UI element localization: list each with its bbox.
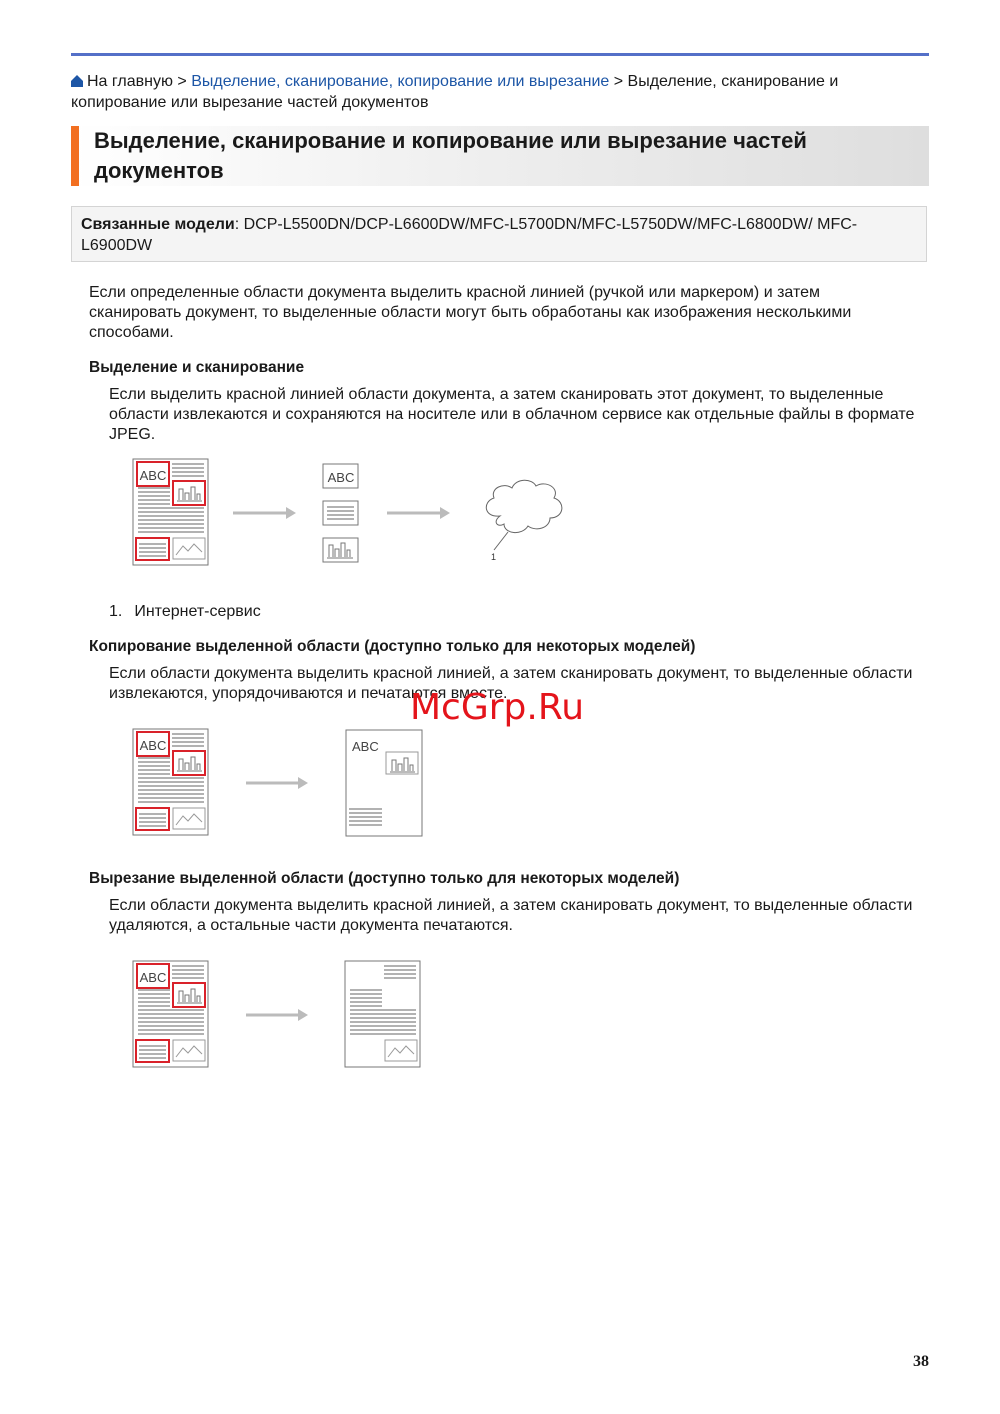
home-icon[interactable] — [71, 75, 83, 87]
result-document-illustration — [345, 961, 420, 1067]
figure-copy-highlighted — [130, 726, 430, 841]
title-accent-bar — [71, 126, 79, 186]
figure-highlight-scan — [130, 456, 570, 571]
footnote — [109, 602, 509, 622]
extracted-parts-illustration — [323, 464, 358, 562]
abc-label: ABC — [139, 468, 167, 483]
section-heading: Вырезание выделенной области (доступно только для некоторых моделей) — [89, 870, 680, 887]
title-bar — [71, 126, 929, 186]
cloud-service-illustration — [486, 480, 562, 562]
footnote-text: Интернет-сервис — [134, 603, 261, 620]
breadcrumb-separator: > — [172, 73, 192, 90]
arrow — [246, 777, 308, 789]
source-document-illustration — [133, 729, 208, 835]
section-text: Если выделить красной линией области документа, а затем сканировать этот документ, то выделенные области извлекаются и сохраняются на носителе или в облачном сервисе как отдельные файлы в формате JPEG. — [109, 386, 915, 443]
figure-cut-highlighted — [130, 958, 430, 1073]
arrow — [233, 507, 296, 519]
abc-label: ABC — [139, 738, 167, 753]
related-models-box — [71, 206, 927, 262]
section-text: Если области документа выделить красной линией, а затем сканировать документ, то выделенные области удаляются, а остальные части документа печатаются. — [109, 897, 913, 934]
arrow — [246, 1009, 308, 1021]
abc-label: ABC — [139, 970, 167, 985]
section-heading: Копирование выделенной области (доступно только для некоторых моделей) — [89, 638, 696, 655]
breadcrumb-home[interactable]: На главную — [87, 73, 173, 90]
source-document-illustration — [133, 459, 208, 565]
breadcrumb-current: Выделение, сканирование и копирование или вырезание частей документов — [71, 73, 839, 111]
breadcrumb-link[interactable]: Выделение, сканирование, копирование или вырезание — [191, 73, 610, 90]
watermark: McGrp.Ru — [410, 687, 585, 728]
source-document-illustration — [133, 961, 208, 1067]
abc-label: ABC — [327, 470, 355, 485]
result-document-illustration — [346, 730, 422, 836]
abc-label: ABC — [352, 739, 379, 754]
section-heading: Выделение и сканирование — [89, 359, 305, 376]
page-number: 38 — [913, 1353, 929, 1370]
arrow — [387, 507, 450, 519]
intro-paragraph: Если определенные области документа выделить красной линией (ручкой или маркером) и затем сканировать документ, то выделенные области могут быть обработаны как изображения несколькими способами. — [89, 284, 852, 341]
page-title: Выделение, сканирование и копирование или вырезание частей документов — [94, 128, 807, 183]
footnote-number: 1. — [109, 603, 123, 620]
related-models-label: Связанные модели — [81, 216, 235, 233]
top-rule — [71, 53, 929, 56]
breadcrumb-separator: > — [609, 73, 628, 90]
related-models-value: : DCP-L5500DN/DCP-L6600DW/MFC-L5700DN/MFC-L5750DW/MFC-L6800DW/ MFC-L6900DW — [81, 216, 858, 254]
section-text: Если области документа выделить красной линией, а затем сканировать документ, то выделенные области извлекаются, упорядочиваются и печатаются вместе. — [109, 665, 913, 702]
breadcrumb — [71, 71, 931, 113]
callout-number: 1 — [491, 552, 497, 562]
